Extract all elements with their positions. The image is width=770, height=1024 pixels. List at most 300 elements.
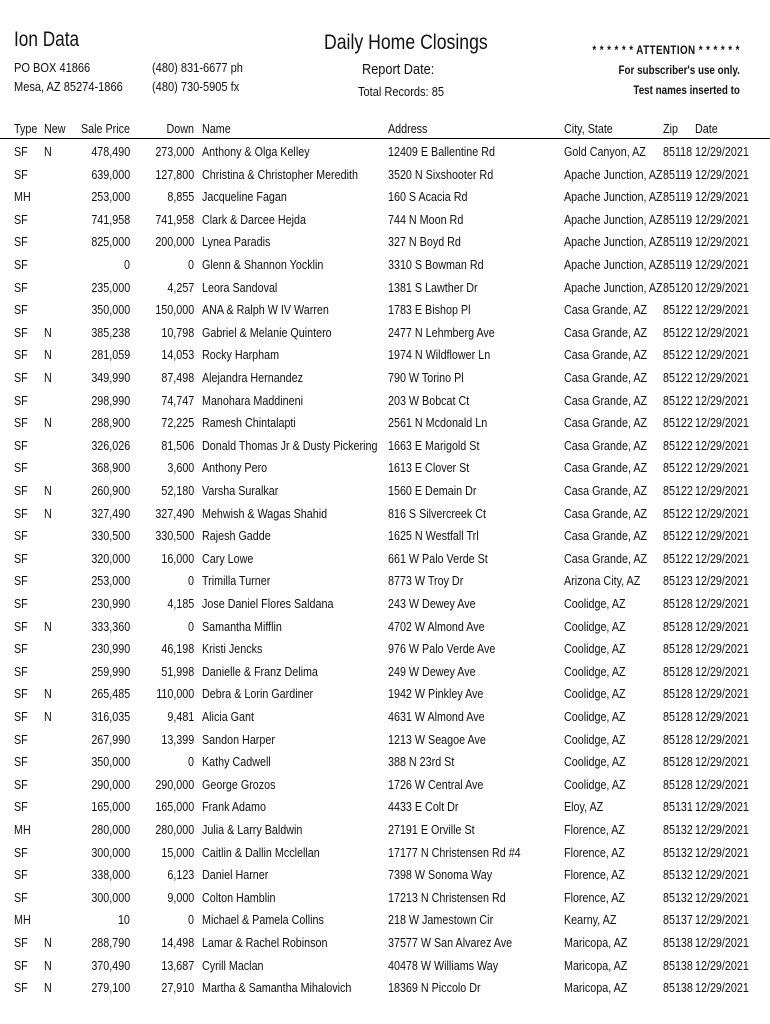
cell-date: 12/29/2021 — [695, 371, 749, 385]
cell-name: Lamar & Rachel Robinson — [202, 936, 328, 950]
cell-sale-price: 253,000 — [91, 190, 130, 205]
cell-zip: 85122 — [663, 551, 693, 566]
cell-type: SF — [14, 145, 28, 159]
cell-down: 4,257 — [167, 280, 194, 295]
cell-type: SF — [14, 393, 28, 408]
cell-type: SF — [14, 687, 28, 702]
cell-date: 12/29/2021 — [695, 958, 749, 973]
cell-down: 74,747 — [161, 393, 194, 408]
cell-down: 16,000 — [161, 551, 194, 566]
cell-sale-price: 300,000 — [91, 890, 130, 905]
cell-name: Julia & Larry Baldwin — [202, 823, 303, 837]
cell-new: N — [44, 371, 52, 385]
cell-type: SF — [14, 348, 28, 363]
cell-sale-price: 333,360 — [91, 619, 130, 634]
cell-sale-price: 326,026 — [91, 438, 130, 453]
cell-sale-price: 267,990 — [91, 732, 130, 747]
cell-address: 3310 S Bowman Rd — [388, 258, 484, 272]
cell-address: 7398 W Sonoma Way — [388, 868, 493, 883]
cell-address: 1213 W Seagoe Ave — [388, 732, 486, 747]
col-city-header: City, State — [564, 122, 613, 136]
cell-new: N — [44, 348, 52, 363]
cell-city-state: Casa Grande, AZ — [564, 529, 648, 544]
table-row — [0, 796, 770, 818]
cell-down: 51,998 — [161, 664, 194, 679]
cell-sale-price: 298,990 — [91, 393, 130, 408]
company-name: Ion Data — [14, 28, 80, 51]
cell-type: SF — [14, 800, 28, 815]
cell-date: 12/29/2021 — [695, 484, 749, 498]
cell-zip: 85122 — [663, 529, 693, 544]
cell-zip: 85128 — [663, 755, 693, 770]
table-row — [0, 277, 770, 299]
cell-name: Daniel Harner — [202, 868, 269, 883]
address-line-1: PO BOX 41866 — [14, 60, 91, 75]
cell-zip: 85119 — [663, 167, 693, 182]
cell-type: SF — [14, 212, 28, 227]
cell-down: 280,000 — [155, 823, 194, 837]
cell-down: 10,798 — [161, 325, 194, 340]
cell-name: Jose Daniel Flores Saldana — [202, 597, 334, 611]
cell-name: Christina & Christopher Meredith — [202, 167, 358, 182]
cell-name: Sandon Harper — [202, 732, 275, 747]
cell-address: 327 N Boyd Rd — [388, 235, 461, 250]
cell-city-state: Florence, AZ — [564, 845, 625, 860]
cell-address: 218 W Jamestown Cir — [388, 913, 494, 928]
cell-date: 12/29/2021 — [695, 258, 749, 272]
cell-zip: 85119 — [663, 235, 693, 250]
cell-city-state: Florence, AZ — [564, 823, 625, 837]
cell-sale-price: 259,990 — [91, 664, 130, 679]
cell-date: 12/29/2021 — [695, 461, 749, 476]
cell-city-state: Casa Grande, AZ — [564, 371, 648, 385]
cell-date: 12/29/2021 — [695, 551, 749, 566]
cell-down: 0 — [188, 755, 194, 770]
cell-date: 12/29/2021 — [695, 235, 749, 250]
cell-city-state: Eloy, AZ — [564, 800, 604, 815]
cell-sale-price: 338,000 — [91, 868, 130, 883]
cell-address: 8773 W Troy Dr — [388, 574, 464, 589]
cell-down: 165,000 — [155, 800, 194, 815]
cell-down: 15,000 — [161, 845, 194, 860]
cell-type: SF — [14, 981, 28, 996]
cell-down: 46,198 — [161, 642, 194, 657]
cell-zip: 85119 — [663, 190, 693, 205]
table-row — [0, 864, 770, 886]
table-row — [0, 774, 770, 796]
cell-type: MH — [14, 190, 31, 205]
cell-city-state: Coolidge, AZ — [564, 642, 626, 657]
cell-date: 12/29/2021 — [695, 664, 749, 679]
cell-name: Rajesh Gadde — [202, 529, 271, 544]
cell-sale-price: 253,000 — [91, 574, 130, 589]
cell-type: SF — [14, 167, 28, 182]
cell-city-state: Apache Junction, AZ — [564, 190, 663, 205]
cell-zip: 85120 — [663, 280, 693, 295]
cell-down: 0 — [188, 619, 194, 634]
cell-zip: 85128 — [663, 642, 693, 657]
cell-down: 14,053 — [161, 348, 194, 363]
cell-sale-price: 350,000 — [91, 755, 130, 770]
col-sale-price-header: Sale Price — [80, 122, 130, 136]
cell-date: 12/29/2021 — [695, 574, 749, 589]
cell-zip: 85118 — [663, 145, 693, 159]
cell-down: 110,000 — [155, 687, 194, 702]
table-row — [0, 141, 770, 163]
cell-down: 0 — [188, 574, 194, 589]
table-row — [0, 254, 770, 276]
cell-type: SF — [14, 710, 28, 724]
cell-date: 12/29/2021 — [695, 823, 749, 837]
cell-type: SF — [14, 890, 28, 905]
cell-address: 18369 N Piccolo Dr — [388, 981, 481, 996]
cell-zip: 85128 — [663, 687, 693, 702]
table-row — [0, 435, 770, 457]
cell-name: Colton Hamblin — [202, 890, 276, 905]
cell-type: SF — [14, 845, 28, 860]
cell-name: Mehwish & Wagas Shahid — [202, 506, 328, 521]
cell-sale-price: 230,990 — [91, 597, 130, 611]
cell-date: 12/29/2021 — [695, 529, 749, 544]
cell-name: Kristi Jencks — [202, 642, 263, 657]
cell-sale-price: 0 — [124, 258, 130, 272]
cell-type: SF — [14, 235, 28, 250]
cell-city-state: Apache Junction, AZ — [564, 235, 663, 250]
cell-new: N — [44, 936, 52, 950]
table-row — [0, 231, 770, 253]
cell-sale-price: 235,000 — [91, 280, 130, 295]
col-date-header: Date — [695, 122, 718, 136]
table-row — [0, 457, 770, 479]
cell-city-state: Coolidge, AZ — [564, 619, 626, 634]
cell-down: 4,185 — [167, 597, 194, 611]
cell-zip: 85119 — [663, 212, 693, 227]
cell-city-state: Casa Grande, AZ — [564, 461, 648, 476]
cell-zip: 85128 — [663, 664, 693, 679]
table-row — [0, 706, 770, 728]
cell-address: 816 S Silvercreek Ct — [388, 506, 486, 521]
cell-type: SF — [14, 416, 28, 431]
cell-type: SF — [14, 551, 28, 566]
cell-new: N — [44, 145, 52, 159]
cell-zip: 85122 — [663, 438, 693, 453]
cell-type: SF — [14, 371, 28, 385]
cell-type: SF — [14, 958, 28, 973]
cell-name: Manohara Maddineni — [202, 393, 304, 408]
cell-city-state: Coolidge, AZ — [564, 597, 626, 611]
company-contact — [152, 58, 243, 96]
cell-city-state: Maricopa, AZ — [564, 958, 628, 973]
cell-new: N — [44, 619, 52, 634]
table-row — [0, 299, 770, 321]
table-row — [0, 751, 770, 773]
phone-number: (480) 831-6677 ph — [152, 60, 243, 75]
cell-type: SF — [14, 777, 28, 792]
report-title: Daily Home Closings — [324, 31, 488, 54]
table-row — [0, 548, 770, 570]
col-name-header: Name — [202, 122, 231, 136]
cell-new: N — [44, 710, 52, 724]
cell-address: 1625 N Westfall Trl — [388, 529, 479, 544]
cell-name: Anthony Pero — [202, 461, 268, 476]
cell-date: 12/29/2021 — [695, 212, 749, 227]
cell-type: SF — [14, 280, 28, 295]
cell-name: Alejandra Hernandez — [202, 371, 304, 385]
cell-sale-price: 825,000 — [91, 235, 130, 250]
cell-zip: 85132 — [663, 890, 693, 905]
cell-zip: 85122 — [663, 325, 693, 340]
report-date-label: Report Date: — [362, 61, 435, 78]
cell-city-state: Apache Junction, AZ — [564, 280, 663, 295]
cell-down: 72,225 — [161, 416, 194, 431]
cell-name: Frank Adamo — [202, 800, 266, 815]
cell-address: 1726 W Central Ave — [388, 777, 484, 792]
cell-date: 12/29/2021 — [695, 145, 749, 159]
cell-type: MH — [14, 913, 31, 928]
notice-line-1: For subscriber's use only. — [618, 63, 740, 77]
cell-zip: 85138 — [663, 936, 693, 950]
cell-name: Anthony & Olga Kelley — [202, 145, 310, 159]
cell-sale-price: 288,900 — [91, 416, 130, 431]
attention-notice — [593, 40, 740, 100]
cell-city-state: Florence, AZ — [564, 890, 625, 905]
cell-name: Rocky Harpham — [202, 348, 280, 363]
cell-sale-price: 165,000 — [91, 800, 130, 815]
company-address — [14, 58, 123, 96]
cell-sale-price: 230,990 — [91, 642, 130, 657]
cell-name: Danielle & Franz Delima — [202, 664, 318, 679]
cell-date: 12/29/2021 — [695, 732, 749, 747]
cell-address: 160 S Acacia Rd — [388, 190, 468, 205]
cell-type: SF — [14, 868, 28, 883]
cell-zip: 85128 — [663, 777, 693, 792]
cell-city-state: Maricopa, AZ — [564, 981, 628, 996]
cell-date: 12/29/2021 — [695, 845, 749, 860]
cell-name: George Grozos — [202, 777, 276, 792]
cell-type: SF — [14, 642, 28, 657]
cell-city-state: Apache Junction, AZ — [564, 258, 663, 272]
cell-sale-price: 741,958 — [91, 212, 130, 227]
cell-down: 87,498 — [161, 371, 194, 385]
cell-name: Kathy Cadwell — [202, 755, 271, 770]
table-row — [0, 842, 770, 864]
cell-name: Jacqueline Fagan — [202, 190, 287, 205]
cell-name: Varsha Suralkar — [202, 484, 279, 498]
attention-heading: * * * * * * ATTENTION * * * * * * — [592, 43, 740, 57]
cell-type: SF — [14, 619, 28, 634]
cell-zip: 85138 — [663, 981, 693, 996]
cell-date: 12/29/2021 — [695, 890, 749, 905]
cell-new: N — [44, 325, 52, 340]
cell-date: 12/29/2021 — [695, 755, 749, 770]
cell-name: Michael & Pamela Collins — [202, 913, 324, 928]
cell-city-state: Casa Grande, AZ — [564, 484, 648, 498]
table-row — [0, 503, 770, 525]
cell-address: 976 W Palo Verde Ave — [388, 642, 496, 657]
cell-address: 2477 N Lehmberg Ave — [388, 325, 495, 340]
cell-type: SF — [14, 732, 28, 747]
cell-city-state: Casa Grande, AZ — [564, 348, 648, 363]
table-row — [0, 412, 770, 434]
cell-address: 1974 N Wildflower Ln — [388, 348, 491, 363]
cell-city-state: Apache Junction, AZ — [564, 212, 663, 227]
cell-address: 37577 W San Alvarez Ave — [388, 936, 513, 950]
cell-address: 790 W Torino Pl — [388, 371, 464, 385]
cell-address: 203 W Bobcat Ct — [388, 393, 470, 408]
cell-address: 4631 W Almond Ave — [388, 710, 485, 724]
cell-type: SF — [14, 755, 28, 770]
cell-city-state: Arizona City, AZ — [564, 574, 641, 589]
cell-date: 12/29/2021 — [695, 280, 749, 295]
cell-down: 13,399 — [161, 732, 194, 747]
cell-down: 0 — [188, 913, 194, 928]
cell-date: 12/29/2021 — [695, 190, 749, 205]
cell-city-state: Casa Grande, AZ — [564, 551, 648, 566]
cell-name: Caitlin & Dallin Mcclellan — [202, 845, 320, 860]
table-row — [0, 977, 770, 999]
cell-down: 330,500 — [155, 529, 194, 544]
table-header — [0, 118, 770, 139]
cell-type: SF — [14, 303, 28, 318]
cell-name: Lynea Paradis — [202, 235, 271, 250]
cell-sale-price: 478,490 — [91, 145, 130, 159]
cell-address: 27191 E Orville St — [388, 823, 475, 837]
cell-name: Ramesh Chintalapti — [202, 416, 296, 431]
table-row — [0, 683, 770, 705]
cell-address: 40478 W Williams Way — [388, 958, 499, 973]
cell-down: 9,481 — [167, 710, 194, 724]
table-row — [0, 661, 770, 683]
cell-zip: 85132 — [663, 845, 693, 860]
cell-sale-price: 281,059 — [91, 348, 130, 363]
cell-address: 17177 N Christensen Rd #4 — [388, 845, 521, 860]
table-row — [0, 367, 770, 389]
cell-date: 12/29/2021 — [695, 506, 749, 521]
cell-sale-price: 320,000 — [91, 551, 130, 566]
table-row — [0, 887, 770, 909]
cell-name: Cary Lowe — [202, 551, 254, 566]
cell-type: SF — [14, 574, 28, 589]
cell-new: N — [44, 981, 52, 996]
cell-address: 12409 E Ballentine Rd — [388, 145, 495, 159]
cell-name: Trimilla Turner — [202, 574, 271, 589]
col-type-header: Type — [14, 122, 38, 136]
cell-type: SF — [14, 664, 28, 679]
cell-address: 661 W Palo Verde St — [388, 551, 488, 566]
cell-date: 12/29/2021 — [695, 325, 749, 340]
cell-date: 12/29/2021 — [695, 642, 749, 657]
cell-date: 12/29/2021 — [695, 800, 749, 815]
table-row — [0, 638, 770, 660]
cell-address: 2561 N Mcdonald Ln — [388, 416, 488, 431]
address-line-2: Mesa, AZ 85274-1866 — [14, 79, 123, 94]
cell-city-state: Coolidge, AZ — [564, 687, 626, 702]
cell-city-state: Coolidge, AZ — [564, 710, 626, 724]
cell-date: 12/29/2021 — [695, 438, 749, 453]
cell-down: 200,000 — [155, 235, 194, 250]
cell-down: 741,958 — [155, 212, 194, 227]
table-row — [0, 593, 770, 615]
cell-date: 12/29/2021 — [695, 981, 749, 996]
cell-date: 12/29/2021 — [695, 936, 749, 950]
cell-sale-price: 260,900 — [91, 484, 130, 498]
cell-down: 327,490 — [155, 506, 194, 521]
table-row — [0, 209, 770, 231]
cell-down: 6,123 — [167, 868, 194, 883]
cell-city-state: Casa Grande, AZ — [564, 303, 648, 318]
table-row — [0, 909, 770, 931]
table-row — [0, 932, 770, 954]
cell-down: 8,855 — [167, 190, 194, 205]
cell-name: Gabriel & Melanie Quintero — [202, 325, 332, 340]
cell-city-state: Casa Grande, AZ — [564, 416, 648, 431]
cell-down: 14,498 — [161, 936, 194, 950]
cell-down: 9,000 — [167, 890, 194, 905]
cell-zip: 85137 — [663, 913, 693, 928]
cell-down: 273,000 — [155, 145, 194, 159]
cell-address: 1942 W Pinkley Ave — [388, 687, 484, 702]
cell-zip: 85131 — [663, 800, 693, 815]
cell-sale-price: 10 — [118, 913, 130, 928]
table-row — [0, 616, 770, 638]
notice-line-2: Test names inserted to — [633, 83, 740, 97]
cell-zip: 85128 — [663, 710, 693, 724]
cell-date: 12/29/2021 — [695, 303, 749, 318]
cell-sale-price: 327,490 — [91, 506, 130, 521]
cell-zip: 85122 — [663, 416, 693, 431]
fax-number: (480) 730-5905 fx — [152, 79, 240, 94]
table-row — [0, 729, 770, 751]
cell-new: N — [44, 484, 52, 498]
col-zip-header: Zip — [663, 122, 678, 136]
cell-name: Alicia Gant — [202, 710, 254, 724]
cell-zip: 85122 — [663, 303, 693, 318]
cell-type: MH — [14, 823, 31, 837]
cell-type: SF — [14, 484, 28, 498]
cell-city-state: Coolidge, AZ — [564, 755, 626, 770]
cell-type: SF — [14, 461, 28, 476]
cell-name: Debra & Lorin Gardiner — [202, 687, 314, 702]
cell-city-state: Apache Junction, AZ — [564, 167, 663, 182]
cell-city-state: Coolidge, AZ — [564, 777, 626, 792]
cell-zip: 85128 — [663, 732, 693, 747]
cell-zip: 85122 — [663, 461, 693, 476]
cell-sale-price: 288,790 — [91, 936, 130, 950]
table-row — [0, 186, 770, 208]
table-row — [0, 570, 770, 592]
cell-city-state: Maricopa, AZ — [564, 936, 628, 950]
cell-city-state: Gold Canyon, AZ — [564, 145, 646, 159]
table-row — [0, 164, 770, 186]
cell-date: 12/29/2021 — [695, 868, 749, 883]
cell-down: 52,180 — [161, 484, 194, 498]
cell-city-state: Casa Grande, AZ — [564, 325, 648, 340]
table-row — [0, 819, 770, 841]
cell-address: 4433 E Colt Dr — [388, 800, 459, 815]
cell-sale-price: 385,238 — [91, 325, 130, 340]
cell-type: SF — [14, 438, 28, 453]
table-row — [0, 390, 770, 412]
cell-new: N — [44, 687, 52, 702]
total-records: Total Records: 85 — [358, 84, 444, 99]
cell-zip: 85119 — [663, 258, 693, 272]
cell-name: ANA & Ralph W IV Warren — [202, 303, 329, 318]
cell-zip: 85122 — [663, 506, 693, 521]
cell-date: 12/29/2021 — [695, 687, 749, 702]
cell-down: 27,910 — [161, 981, 194, 996]
cell-down: 150,000 — [155, 303, 194, 318]
table-row — [0, 322, 770, 344]
